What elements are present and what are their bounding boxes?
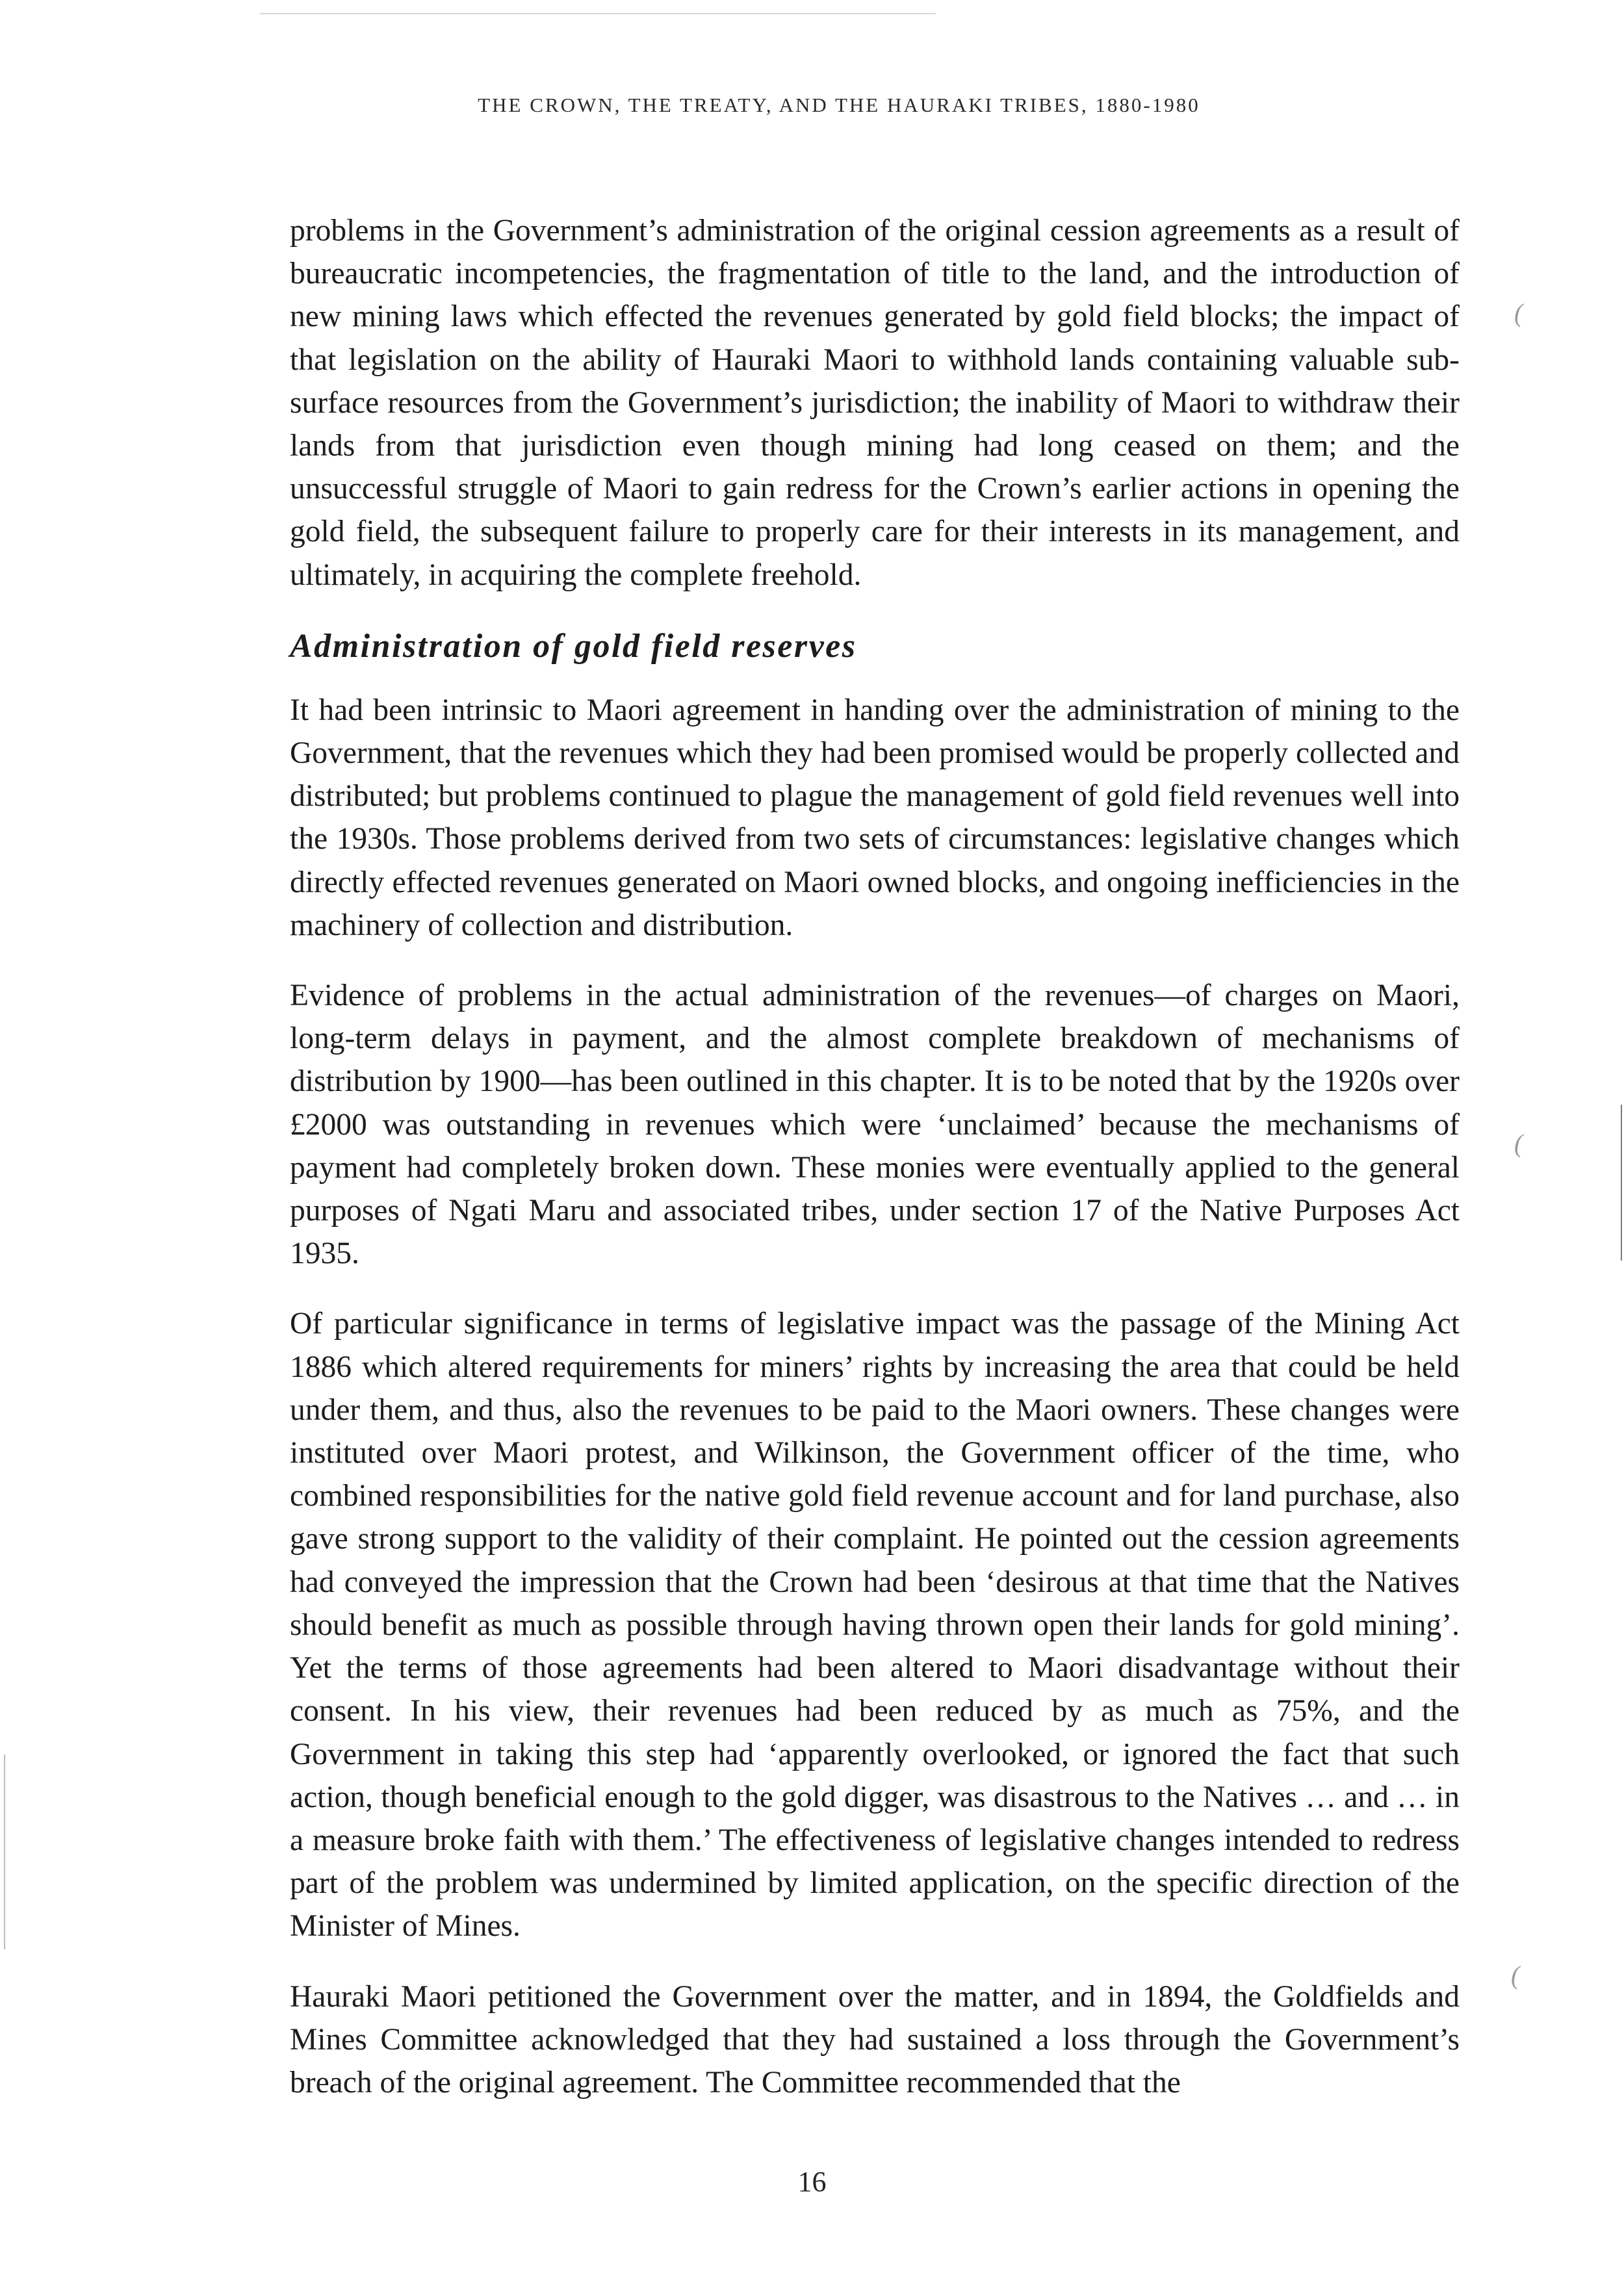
paragraph-petition: Hauraki Maori petitioned the Government over the matter, and in 1894, the Goldfields and Mines Committee acknowledged that they had sustained a loss through the Government’s breach of the original agreement. The Committee recommended that the xyxy=(290,1979,1460,2100)
paragraph-revenues: It had been intrinsic to Maori agreement in handing over the administration of mining to the Government, that the revenues which they had been promised would be properly collected and distributed; but problems continued to plague the management of gold field revenues well into the 1930s. Those problems derived from two sets of circumstances: legislative changes which directly effected revenues generated on Maori owned blocks, and ongoing inefficiencies in the machinery of collection and distribution. xyxy=(290,693,1460,942)
scan-edge-line xyxy=(4,1754,5,1949)
margin-mark: ( xyxy=(1514,1129,1523,1158)
margin-mark: ( xyxy=(1511,1960,1520,1990)
body-text xyxy=(290,209,1460,2131)
margin-mark: ( xyxy=(1514,298,1523,327)
section-heading: Administration of gold field reserves xyxy=(290,627,857,665)
page-number: 16 xyxy=(797,2166,827,2198)
paragraph-intro: problems in the Government’s administration of the original cession agreements as a result of bureaucratic incompetencies, the fragmentation of title to the land, and the introduction of new mining laws which effected the revenues generated by gold field blocks; the impact of that legislation on the ability of Hauraki Maori to withhold lands containing valuable sub-surface resources from the Government’s jurisdiction; the inability of Maori to withdraw their lands from that jurisdiction even though mining had long ceased on them; and the unsuccessful struggle of Maori to gain redress for the Crown’s earlier actions in opening the gold field, the subsequent failure to properly care for their interests in its management, and ultimately, in acquiring the complete freehold. xyxy=(290,214,1460,592)
top-rule xyxy=(260,13,936,14)
paragraph-mining-act: Of particular significance in terms of legislative impact was the passage of the Mining Act 1886 which altered requirements for miners’ rights by increasing the area that could be held under them, and thus, also the revenues to be paid to the Maori owners. These changes were instituted over Maori protest, and Wilkinson, the Government officer of the time, who combined responsibilities for the native gold field revenue account and for land purchase, also gave strong support to the validity of their complaint. He pointed out the cession agreements had conveyed the impression that the Crown had been ‘desirous at that time that the Natives should benefit as much as possible through having thrown open their lands for gold mining’. Yet the terms of those agreements had been altered to Maori disadvantage without their consent. In his view, their revenues had been reduced by as much as 75%, and the Government in taking this step had ‘apparently overlooked, or ignored the fact that such action, though beneficial enough to the gold digger, was disastrous to the Natives … and … in a measure broke faith with them.’ The effectiveness of legislative changes intended to redress part of the problem was undermined by limited application, on the specific direction of the Minister of Mines. xyxy=(290,1307,1460,1944)
scan-edge-line xyxy=(1621,1105,1622,1261)
paragraph-evidence: Evidence of problems in the actual administration of the revenues—of charges on Maori, long-term delays in payment, and the almost complete breakdown of mechanisms of distribution by 1900—has been outlined in this chapter. It is to be noted that by the 1920s over £2000 was outstanding in revenues which were ‘unclaimed’ because the mechanisms of payment had completely broken down. These monies were eventually applied to the general purposes of Ngati Maru and associated tribes, under section 17 of the Native Purposes Act 1935. xyxy=(290,979,1460,1271)
running-head: THE CROWN, THE TREATY, AND THE HAURAKI TRIBES, 1880-1980 xyxy=(478,94,1200,116)
